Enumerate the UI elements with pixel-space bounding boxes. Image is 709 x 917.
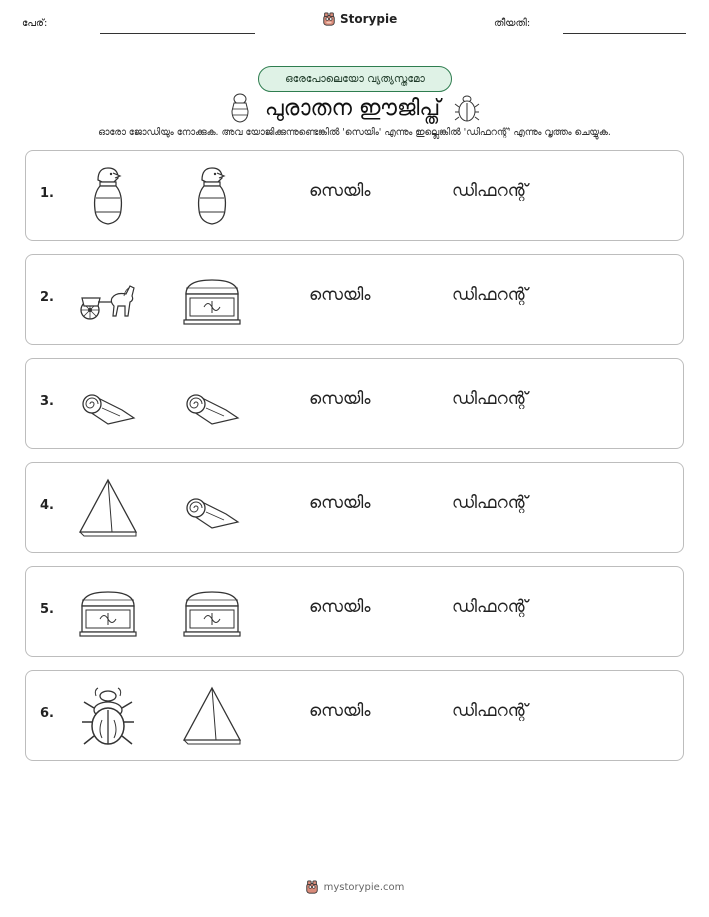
chariot-icon xyxy=(76,268,140,332)
name-line[interactable] xyxy=(100,33,255,34)
same-option[interactable]: സെയിം xyxy=(309,181,371,201)
papyrus-scroll-icon xyxy=(180,372,244,436)
treasure-chest-icon xyxy=(76,580,140,644)
question-row-3 xyxy=(25,358,684,449)
question-number: 1. xyxy=(40,186,54,201)
question-number: 5. xyxy=(40,602,54,617)
same-option[interactable]: സെയിം xyxy=(309,701,371,721)
question-row-1 xyxy=(25,150,684,241)
question-number: 6. xyxy=(40,706,54,721)
canopic-jar-icon xyxy=(76,164,140,228)
question-row-5 xyxy=(25,566,684,657)
different-option[interactable]: ഡിഫറന്റ് xyxy=(452,181,528,201)
title-row xyxy=(0,90,709,126)
footer-url[interactable]: mystorypie.com xyxy=(323,881,405,893)
storypie-mascot-icon xyxy=(322,12,336,26)
question-number: 2. xyxy=(40,290,54,305)
canopic-jar-icon xyxy=(180,164,244,228)
scarab-beetle-icon xyxy=(454,93,480,123)
same-option[interactable]: സെയിം xyxy=(309,597,371,617)
brand-name: Storypie xyxy=(340,12,398,26)
pyramid-icon xyxy=(76,476,140,540)
pyramid-icon xyxy=(180,684,244,748)
brand-logo xyxy=(322,12,397,26)
different-option[interactable]: ഡിഫറന്റ് xyxy=(452,389,528,409)
same-option[interactable]: സെയിം xyxy=(309,389,371,409)
date-line[interactable] xyxy=(563,33,686,34)
instructions: ഓരോ ജോഡിയും നോക്കുക. അവ യോജിക്കുന്നുണ്ടെങ്കിൽ 'സെയിം' എന്നും ഇല്ലെങ്കിൽ 'ഡിഫറന്റ്' എന്നും വൃത്തം ചെയ്യുക. xyxy=(98,127,611,138)
different-option[interactable]: ഡിഫറന്റ് xyxy=(452,597,528,617)
papyrus-scroll-icon xyxy=(180,476,244,540)
different-option[interactable]: ഡിഫറന്റ് xyxy=(452,493,528,513)
different-option[interactable]: ഡിഫറന്റ് xyxy=(452,701,528,721)
question-row-6 xyxy=(25,670,684,761)
question-row-4 xyxy=(25,462,684,553)
name-label: പേര്: xyxy=(22,18,48,29)
question-number: 3. xyxy=(40,394,54,409)
different-option[interactable]: ഡിഫറന്റ് xyxy=(452,285,528,305)
canopic-jar-icon xyxy=(229,92,251,124)
treasure-chest-icon xyxy=(180,268,244,332)
storypie-mascot-icon xyxy=(305,880,319,894)
treasure-chest-icon xyxy=(180,580,244,644)
scarab-beetle-icon xyxy=(76,684,140,748)
same-option[interactable]: സെയിം xyxy=(309,285,371,305)
papyrus-scroll-icon xyxy=(76,372,140,436)
question-row-2 xyxy=(25,254,684,345)
footer xyxy=(0,880,709,894)
worksheet-type-badge: ഒരേപോലെയോ വ്യത്യസ്തമോ xyxy=(258,66,452,92)
page-title: പുരാതന ഈജിപ്ത് xyxy=(264,95,441,121)
question-number: 4. xyxy=(40,498,54,513)
same-option[interactable]: സെയിം xyxy=(309,493,371,513)
date-label: തീയതി: xyxy=(494,18,531,29)
